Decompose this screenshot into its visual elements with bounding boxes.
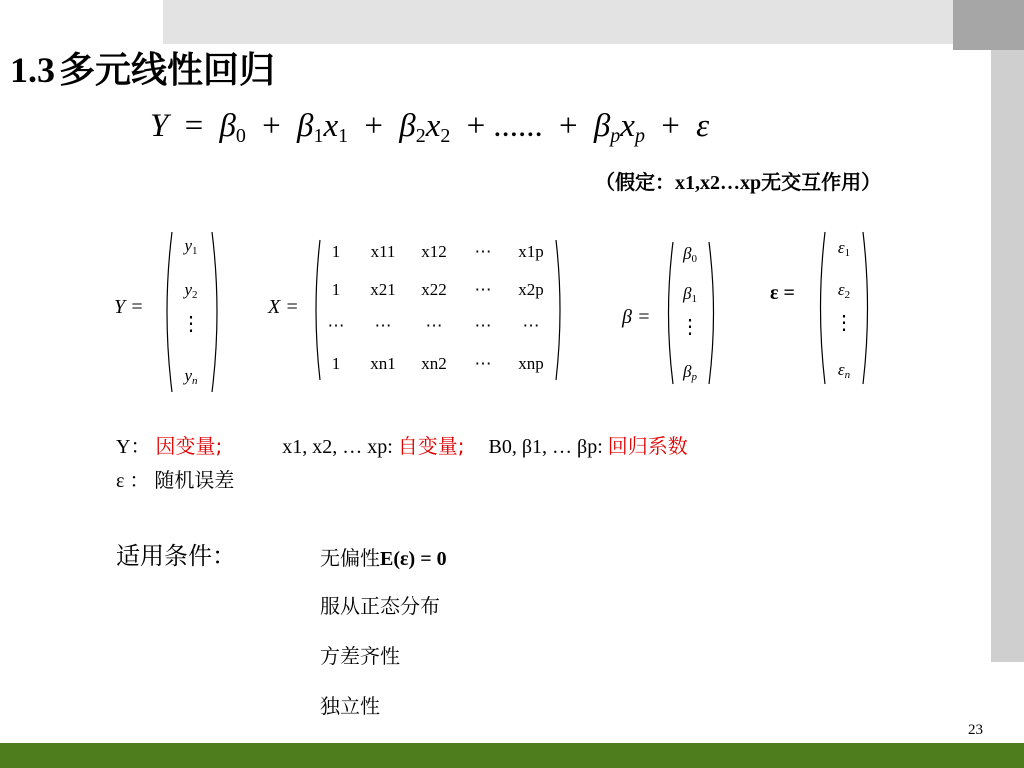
top-decor-bar bbox=[163, 0, 953, 44]
y-def-desc: 因变量; bbox=[155, 434, 223, 458]
beta-entry: $\beta_p$ bbox=[683, 362, 697, 383]
x-cell: x2p bbox=[518, 280, 544, 299]
eq-beta2: β bbox=[399, 108, 416, 144]
title-text: 多元线性回归 bbox=[59, 50, 276, 91]
eq-beta0-sub: 0 bbox=[235, 125, 246, 147]
eq-x1: x bbox=[323, 108, 339, 144]
x-matrix-label: X = bbox=[268, 296, 299, 318]
beta-vdots: ⋮ bbox=[680, 316, 700, 338]
x-cell: ⋯ bbox=[474, 280, 492, 299]
condition-item: 方差齐性 bbox=[320, 644, 400, 668]
eq-xp-sub: p bbox=[634, 125, 645, 147]
eq-betap-sub: p bbox=[610, 125, 621, 147]
eq-beta1-sub: 1 bbox=[313, 125, 324, 147]
epsilon-entry: $\varepsilon_1$ bbox=[837, 238, 851, 259]
e-def-desc: 随机误差 bbox=[154, 468, 235, 492]
x-cell: x12 bbox=[421, 242, 447, 261]
eq-beta0: β bbox=[219, 108, 236, 144]
x-cell: xnp bbox=[518, 354, 544, 373]
y-entry: $y_2$ bbox=[184, 280, 198, 301]
b-def-desc: 回归系数 bbox=[607, 434, 688, 458]
y-entry: $y_1$ bbox=[184, 236, 198, 257]
eq-equals: = bbox=[184, 108, 204, 144]
y-vdots: ⋮ bbox=[181, 313, 201, 335]
page-number: 23 bbox=[968, 722, 983, 738]
eq-plus: + bbox=[661, 108, 680, 144]
x-cell: ⋯ bbox=[327, 316, 345, 335]
section-number: 1.3 bbox=[10, 50, 55, 90]
eq-y: Y bbox=[150, 108, 169, 144]
x-cell: x1p bbox=[518, 242, 544, 261]
x-cell: xn2 bbox=[421, 354, 447, 373]
eq-dots: ...... bbox=[493, 108, 543, 144]
assumption-note: （假定：x1,x2…xp无交互作用） bbox=[595, 172, 882, 194]
slide-title bbox=[10, 42, 275, 93]
x-cell: ⋯ bbox=[425, 316, 443, 335]
definitions-line-1 bbox=[116, 430, 688, 459]
eq-x2: x bbox=[425, 108, 441, 144]
x-cell: ⋯ bbox=[522, 316, 540, 335]
x-cell: x22 bbox=[421, 280, 447, 299]
beta-entry: $\beta_0$ bbox=[683, 244, 697, 265]
eq-beta2-sub: 2 bbox=[415, 125, 426, 147]
beta-entry: $\beta_1$ bbox=[683, 284, 697, 305]
eq-betap: β bbox=[593, 108, 611, 144]
eq-beta1: β bbox=[297, 108, 314, 144]
x-cell: x21 bbox=[370, 280, 396, 299]
eq-plus: + bbox=[364, 108, 384, 144]
beta-vector-label: β = bbox=[622, 306, 651, 328]
epsilon-vector-label: ε = bbox=[770, 282, 795, 304]
x-cell: ⋯ bbox=[374, 316, 392, 335]
x-cell: 1 bbox=[331, 354, 341, 373]
regression-equation bbox=[150, 108, 709, 148]
x-cell: xn1 bbox=[370, 354, 396, 373]
x-cell: ⋯ bbox=[474, 242, 492, 261]
x-cell: x11 bbox=[370, 242, 396, 261]
epsilon-entry: $\varepsilon_n$ bbox=[837, 360, 851, 381]
condition-item: 服从正态分布 bbox=[320, 594, 440, 618]
corner-decor-block bbox=[953, 0, 1024, 50]
epsilon-entry: $\varepsilon_2$ bbox=[837, 280, 851, 301]
right-decor-bar bbox=[991, 50, 1024, 662]
eq-x1-sub: 1 bbox=[338, 125, 349, 147]
eq-plus: + bbox=[262, 108, 281, 144]
x-cell: 1 bbox=[331, 242, 341, 261]
condition-item: 无偏性E(ε) = 0 bbox=[320, 546, 447, 570]
x-def-label: x1, x2, … xp: bbox=[282, 436, 393, 458]
epsilon-vdots: ⋮ bbox=[834, 312, 854, 334]
definitions-line-2 bbox=[116, 464, 234, 493]
x-cell: ⋯ bbox=[474, 316, 492, 335]
conditions-heading: 适用条件： bbox=[116, 542, 236, 570]
condition-item: 独立性 bbox=[320, 694, 380, 718]
x-cell: ⋯ bbox=[474, 354, 492, 373]
eq-plus: + bbox=[466, 108, 486, 144]
eq-epsilon: ε bbox=[696, 108, 710, 144]
e-def-label: ε ： bbox=[116, 470, 150, 492]
y-entry: $y_n$ bbox=[184, 366, 198, 387]
y-def-label: Y： bbox=[116, 436, 151, 458]
bottom-decor-bar bbox=[0, 743, 1024, 768]
y-vector-label: Y = bbox=[114, 296, 144, 318]
eq-x2-sub: 2 bbox=[440, 125, 451, 147]
eq-xp: x bbox=[620, 108, 635, 144]
x-def-desc: 自变量; bbox=[397, 434, 465, 458]
eq-plus: + bbox=[558, 108, 578, 144]
x-cell: 1 bbox=[331, 280, 341, 299]
b-def-label: B0, β1, … βp: bbox=[488, 436, 603, 458]
